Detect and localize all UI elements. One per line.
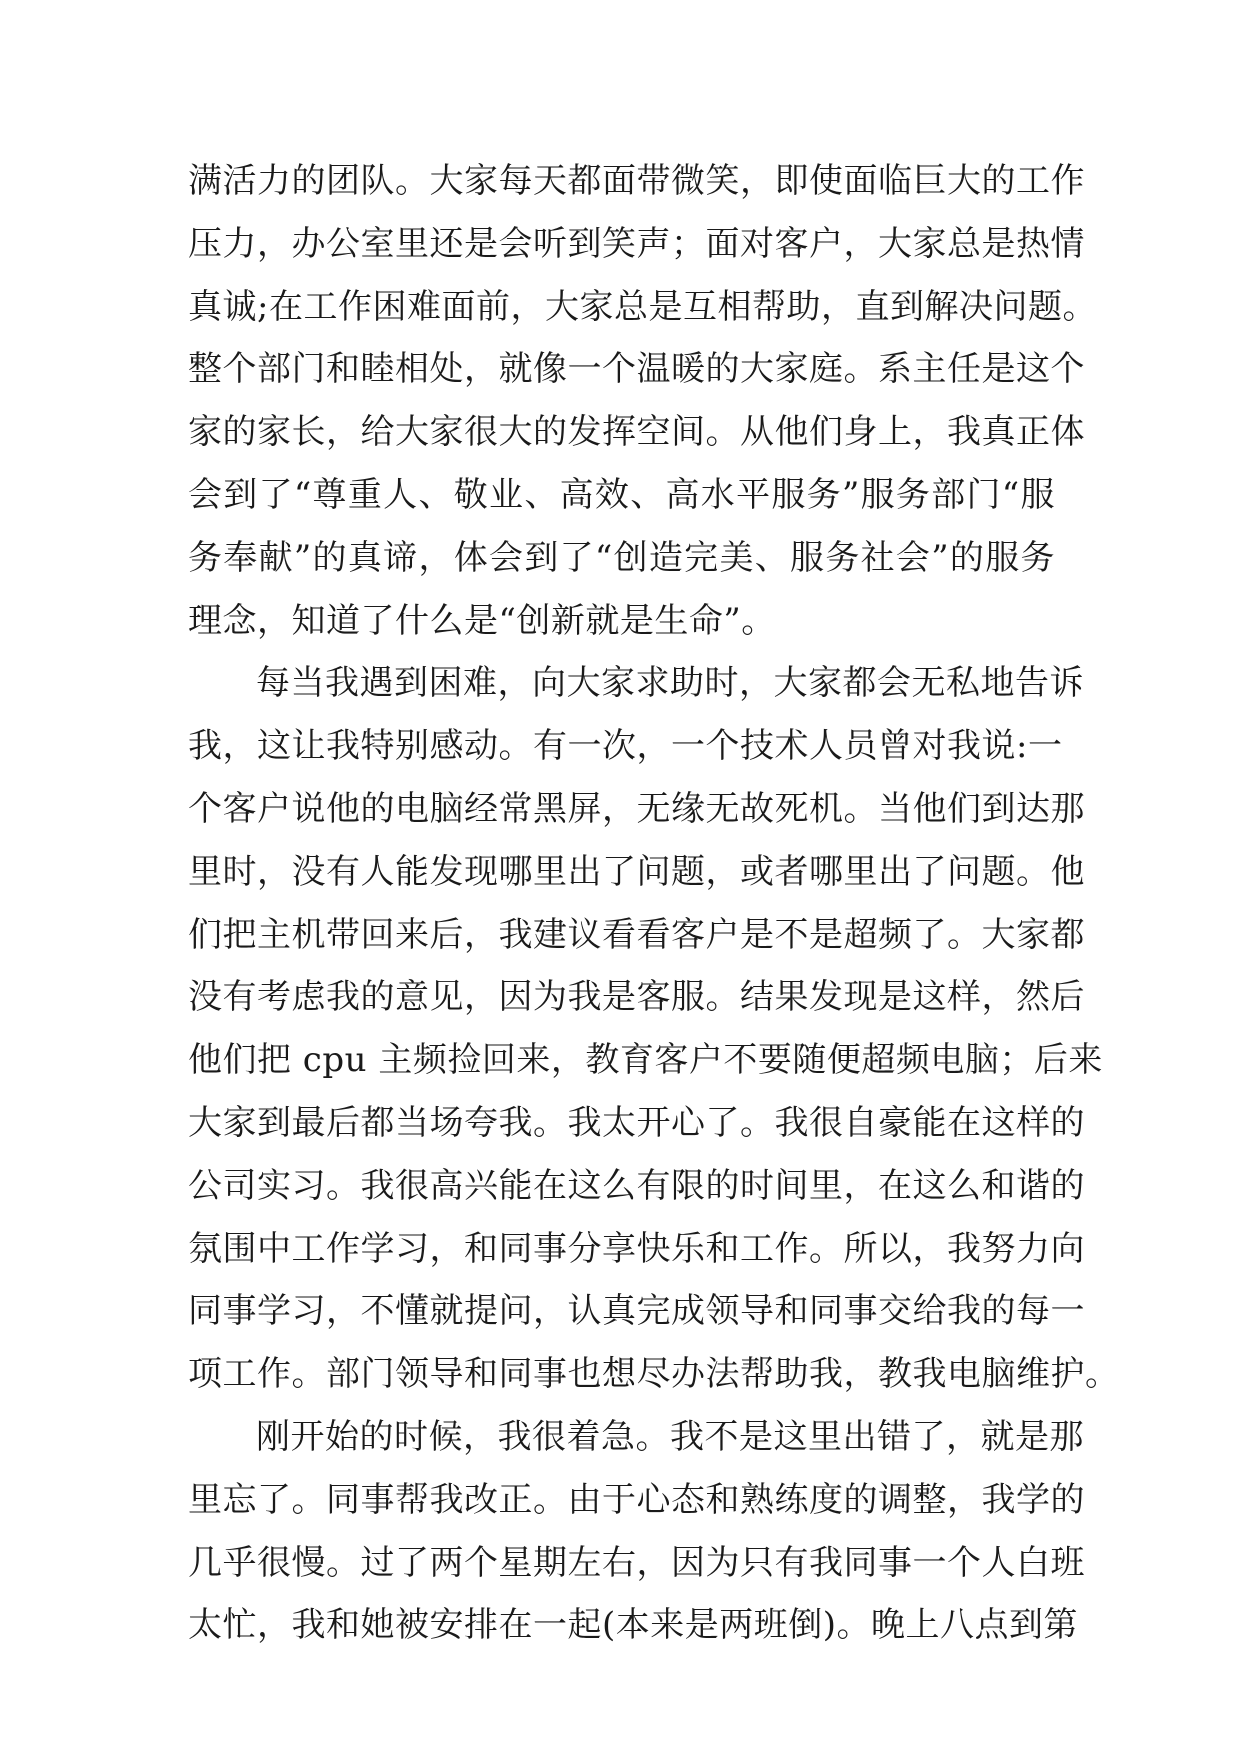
text-line: 家的家长，给大家很大的发挥空间。从他们身上，我真正体 (188, 412, 1085, 453)
text-line: 我，这让我特别感动。有一次，一个技术人员曾对我说:一 (188, 726, 1063, 767)
text-line: 同事学习，不懂就提问，认真完成领导和同事交给我的每一 (188, 1291, 1085, 1332)
text-line: 没有考虑我的意见，因为我是客服。结果发现是这样，然后 (188, 977, 1085, 1018)
body-text (188, 150, 1120, 1657)
text-line: 大家到最后都当场夸我。我太开心了。我很自豪能在这样的 (188, 1102, 1085, 1143)
paragraph (188, 150, 1097, 652)
text-line: 每当我遇到困难，向大家求助时，大家都会无私地告诉 (256, 663, 1084, 704)
text-line: 压力，办公室里还是会听到笑声；面对客户，大家总是热情 (188, 223, 1085, 264)
text-line: 项工作。部门领导和同事也想尽办法帮助我，教我电脑维护。 (188, 1354, 1120, 1395)
text-line: 几乎很慢。过了两个星期左右，因为只有我同事一个人白班 (188, 1542, 1085, 1583)
text-line: 真诚;在工作困难面前，大家总是互相帮助，直到解决问题。 (188, 286, 1097, 327)
text-line: 太忙，我和她被安排在一起(本来是两班倒)。晚上八点到第 (188, 1605, 1079, 1646)
text-line: 理念，知道了什么是“创新就是生命”。 (188, 600, 776, 641)
text-line: 氛围中工作学习，和同事分享快乐和工作。所以，我努力向 (188, 1228, 1085, 1269)
text-line: 他们把 cpu 主频捡回来，教育客户不要随便超频电脑；后来 (188, 1040, 1103, 1081)
text-line: 整个部门和睦相处，就像一个温暖的大家庭。系主任是这个 (188, 349, 1085, 390)
text-line: 公司实习。我很高兴能在这么有限的时间里，在这么和谐的 (188, 1165, 1085, 1206)
text-line: 刚开始的时候，我很着急。我不是这里出错了，就是那 (256, 1416, 1084, 1457)
text-line: 们把主机带回来后，我建议看看客户是不是超频了。大家都 (188, 914, 1085, 955)
text-line: 满活力的团队。大家每天都面带微笑，即使面临巨大的工作 (188, 161, 1085, 201)
text-line: 里忘了。同事帮我改正。由于心态和熟练度的调整，我学的 (188, 1479, 1085, 1520)
text-line: 个客户说他的电脑经常黑屏，无缘无故死机。当他们到达那 (188, 788, 1085, 829)
paragraph (188, 652, 1120, 1406)
text-line: 里时，没有人能发现哪里出了问题，或者哪里出了问题。他 (188, 851, 1085, 892)
paragraph (188, 1406, 1085, 1657)
text-line: 会到了“尊重人、敬业、高效、高水平服务”服务部门“服 (188, 474, 1055, 515)
text-line: 务奉献”的真谛，体会到了“创造完美、服务社会”的服务 (188, 537, 1055, 578)
